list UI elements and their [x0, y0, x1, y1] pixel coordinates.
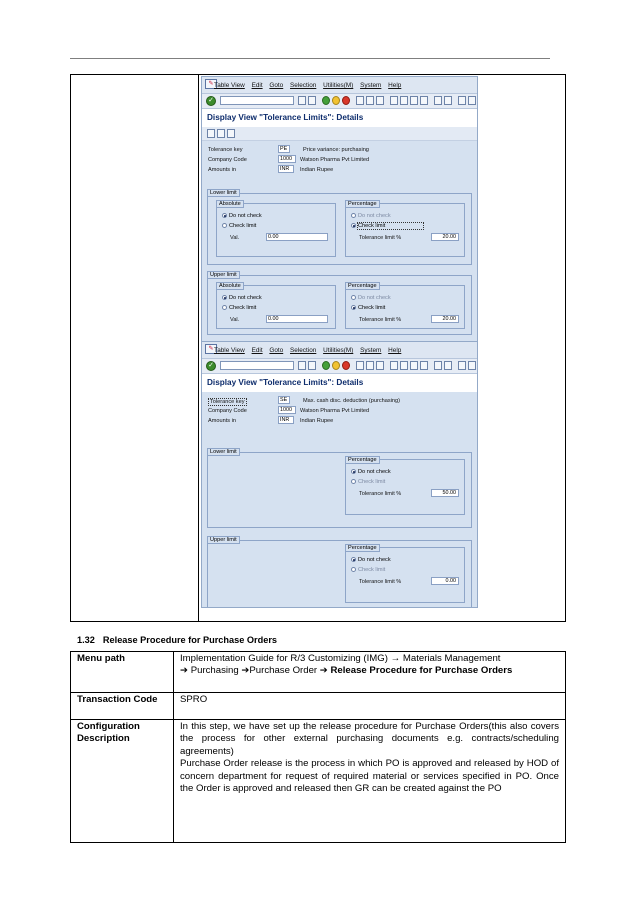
- radio-check-limit[interactable]: Check limit: [351, 305, 385, 311]
- group-title: Lower limit: [207, 448, 240, 456]
- menu-edit[interactable]: Edit: [251, 347, 263, 354]
- tolerance-label: Tolerance limit %: [359, 317, 402, 323]
- company-code-input[interactable]: 1000: [278, 406, 296, 414]
- val-label: Val.: [230, 317, 240, 323]
- radio-selected-icon: [222, 213, 227, 218]
- description-paragraph: In this step, we have set up the release procedure for Purchase Orders(this also covers the process for other external purchasing documents e.g. contracts/scheduling agreements): [180, 721, 559, 757]
- radio-selected-icon: [351, 223, 356, 228]
- radio-check-limit[interactable]: Check limit: [351, 479, 385, 485]
- sap-screen-1: [201, 76, 478, 342]
- cancel-icon[interactable]: [342, 96, 350, 105]
- radio-check-limit[interactable]: Check limit: [351, 223, 423, 229]
- description-paragraph: Purchase Order release is the process in which PO is approved and released by HOD of concern department for request of required material or services specified in PO. Once the Order is approved and released then GR can be created against the PO: [180, 758, 559, 795]
- menu-table-view[interactable]: Table View: [214, 82, 245, 89]
- section-number: 1.32: [77, 635, 95, 645]
- tolerance-label: Tolerance limit %: [359, 235, 402, 241]
- next-page-icon[interactable]: [410, 96, 418, 105]
- prev-page-icon[interactable]: [400, 361, 408, 370]
- radio-icon: [351, 479, 356, 484]
- currency-input[interactable]: INR: [278, 416, 294, 424]
- first-page-icon[interactable]: [390, 96, 398, 105]
- command-field[interactable]: [220, 96, 294, 105]
- enter-check-icon[interactable]: ✓: [206, 96, 216, 106]
- sap-menubar: [202, 342, 477, 359]
- back-icon[interactable]: [322, 361, 330, 370]
- field-desc: Price variance: purchasing: [303, 147, 369, 153]
- sap-window-icon[interactable]: ✎: [205, 79, 217, 89]
- menu-utilities[interactable]: Utilities(M): [323, 82, 354, 89]
- group-title: Percentage: [345, 282, 380, 290]
- print-icon[interactable]: [356, 361, 364, 370]
- field-label: Amounts in: [208, 167, 236, 173]
- menu-selection[interactable]: Selection: [290, 347, 317, 354]
- menu-selection[interactable]: Selection: [290, 82, 317, 89]
- layout-icon[interactable]: [468, 96, 476, 105]
- menu-edit[interactable]: Edit: [251, 82, 263, 89]
- field-label: Tolerance key: [210, 399, 245, 405]
- val-input[interactable]: 0.00: [266, 233, 328, 241]
- radio-do-not-check[interactable]: Do not check: [222, 295, 262, 301]
- radio-icon: [351, 213, 356, 218]
- new-session-icon[interactable]: [434, 96, 442, 105]
- radio-do-not-check[interactable]: Do not check: [222, 213, 262, 219]
- prev-page-icon[interactable]: [400, 96, 408, 105]
- radio-selected-icon: [351, 305, 356, 310]
- prev-entry-icon[interactable]: [217, 129, 225, 138]
- cancel-icon[interactable]: [342, 361, 350, 370]
- tolerance-input[interactable]: 50.00: [431, 489, 459, 497]
- field-desc: Max. cash disc. deduction (purchasing): [303, 398, 401, 404]
- tolerance-label: Tolerance limit %: [359, 579, 402, 585]
- menu-system[interactable]: System: [360, 82, 382, 89]
- radio-do-not-check[interactable]: Do not check: [351, 295, 391, 301]
- table-row: [71, 720, 566, 843]
- field-label: Company Code: [208, 157, 247, 163]
- group-title: Absolute: [216, 200, 244, 208]
- sap-window-icon[interactable]: ✎: [205, 344, 217, 354]
- config-table: [70, 651, 566, 843]
- layout-icon[interactable]: [468, 361, 476, 370]
- table-row: [71, 693, 566, 720]
- group-title: Percentage: [345, 544, 380, 552]
- radio-selected-icon: [222, 295, 227, 300]
- absolute-group: [216, 203, 336, 257]
- menu-path-line2: ➔ Purchasing ➔Purchase Order ➔ Release Procedure for Purchase Orders: [180, 665, 513, 677]
- find-icon[interactable]: [366, 361, 374, 370]
- menu-help[interactable]: Help: [388, 82, 402, 89]
- tolerance-input[interactable]: 0.00: [431, 577, 459, 585]
- group-title: Absolute: [216, 282, 244, 290]
- next-entry-icon[interactable]: [227, 129, 235, 138]
- section-heading: [77, 635, 277, 645]
- command-field[interactable]: [220, 361, 294, 370]
- first-page-icon[interactable]: [390, 361, 398, 370]
- menu-help[interactable]: Help: [388, 347, 402, 354]
- currency-input[interactable]: INR: [278, 165, 294, 173]
- header-rule: [70, 58, 550, 59]
- find-next-icon[interactable]: [376, 96, 384, 105]
- field-desc: Watson Pharma Pvt Limited: [300, 408, 370, 414]
- shortcut-icon[interactable]: [444, 96, 452, 105]
- menu-utilities[interactable]: Utilities(M): [323, 347, 354, 354]
- menu-system[interactable]: System: [360, 347, 382, 354]
- sap-standard-toolbar: [202, 359, 477, 374]
- print-icon[interactable]: [356, 96, 364, 105]
- field-desc: Indian Rupee: [300, 167, 334, 173]
- group-title: Percentage: [345, 200, 380, 208]
- group-title: Upper limit: [207, 536, 240, 544]
- menu-goto[interactable]: Goto: [269, 347, 284, 354]
- tolerance-input[interactable]: 20.00: [431, 233, 459, 241]
- find-icon[interactable]: [366, 96, 374, 105]
- find-next-icon[interactable]: [376, 361, 384, 370]
- tolerance-input[interactable]: 20.00: [431, 315, 459, 323]
- shortcut-icon[interactable]: [444, 361, 452, 370]
- table-divider: [198, 75, 199, 621]
- menu-goto[interactable]: Goto: [269, 82, 284, 89]
- group-title: Lower limit: [207, 189, 240, 197]
- menu-path-line1: Implementation Guide for R/3 Customizing (IMG) → Materials Management: [180, 653, 501, 664]
- sap-screen-2: [201, 341, 478, 608]
- radio-check-limit[interactable]: Check limit: [222, 223, 256, 229]
- config-description: [174, 720, 566, 843]
- percentage-group: [345, 547, 465, 603]
- new-session-icon[interactable]: [434, 361, 442, 370]
- radio-check-limit[interactable]: Check limit: [351, 567, 385, 573]
- tolerance-key-input[interactable]: SE: [278, 396, 290, 404]
- tolerance-label: Tolerance limit %: [359, 491, 402, 497]
- exit-icon[interactable]: [332, 361, 340, 370]
- application-toolbar: [202, 127, 477, 141]
- enter-check-icon[interactable]: ✓: [206, 361, 216, 371]
- radio-selected-icon: [351, 469, 356, 474]
- radio-icon: [351, 567, 356, 572]
- field-desc: Indian Rupee: [300, 418, 334, 424]
- screen-title: Display View "Tolerance Limits": Details: [202, 109, 477, 127]
- field-label: Amounts in: [208, 418, 236, 424]
- radio-icon: [222, 223, 227, 228]
- row-label: Transaction Code: [71, 693, 174, 720]
- row-label: Menu path: [71, 652, 174, 693]
- next-page-icon[interactable]: [410, 361, 418, 370]
- menu-table-view[interactable]: Table View: [214, 347, 245, 354]
- transaction-code: SPRO: [174, 693, 566, 720]
- group-title: Percentage: [345, 456, 380, 464]
- field-desc: Watson Pharma Pvt Limited: [300, 157, 370, 163]
- last-page-icon[interactable]: [420, 361, 428, 370]
- screen-title: Display View "Tolerance Limits": Details: [202, 374, 477, 392]
- percentage-group: [345, 203, 465, 257]
- section-title: Release Procedure for Purchase Orders: [102, 635, 278, 645]
- back-icon[interactable]: [322, 96, 330, 105]
- radio-selected-icon: [351, 557, 356, 562]
- display-change-icon[interactable]: [207, 129, 215, 138]
- row-label: Configuration Description: [71, 720, 174, 843]
- back-icon-alt[interactable]: [308, 96, 316, 105]
- radio-do-not-check[interactable]: Do not check: [351, 213, 391, 219]
- last-page-icon[interactable]: [420, 96, 428, 105]
- field-label: Company Code: [208, 408, 247, 414]
- radio-icon: [222, 305, 227, 310]
- val-label: Val.: [230, 235, 240, 241]
- radio-check-limit[interactable]: Check limit: [222, 305, 256, 311]
- tolerance-key-input[interactable]: PE: [278, 145, 290, 153]
- menu-path-cell: [174, 652, 566, 693]
- group-title: Upper limit: [207, 271, 240, 279]
- back-icon-alt[interactable]: [308, 361, 316, 370]
- percentage-group: [345, 459, 465, 515]
- val-input[interactable]: 0.00: [266, 315, 328, 323]
- field-label: Tolerance key: [208, 147, 243, 153]
- company-code-input[interactable]: 1000: [278, 155, 296, 163]
- help-icon[interactable]: [458, 361, 466, 370]
- save-icon[interactable]: [298, 96, 306, 105]
- sap-menubar: [202, 77, 477, 94]
- sap-standard-toolbar: [202, 94, 477, 109]
- table-row: [71, 652, 566, 693]
- help-icon[interactable]: [458, 96, 466, 105]
- radio-do-not-check[interactable]: Do not check: [351, 557, 391, 563]
- save-icon[interactable]: [298, 361, 306, 370]
- radio-do-not-check[interactable]: Do not check: [351, 469, 391, 475]
- exit-icon[interactable]: [332, 96, 340, 105]
- radio-icon: [351, 295, 356, 300]
